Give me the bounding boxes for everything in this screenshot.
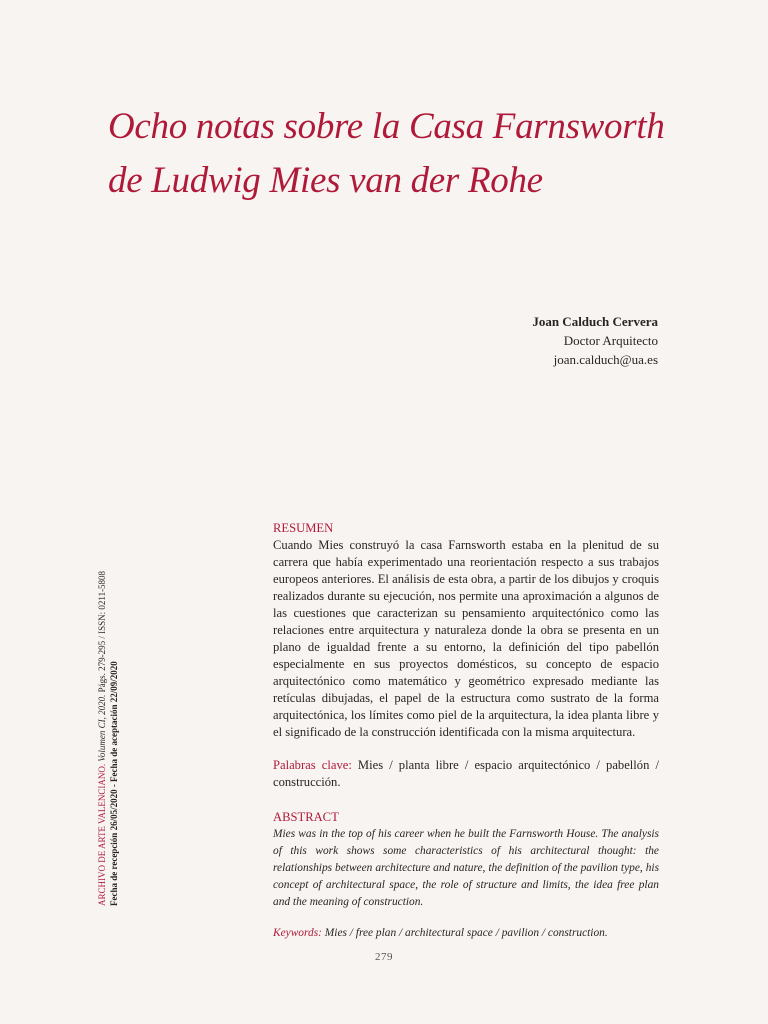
author-email: joan.calduch@ua.es (553, 352, 658, 367)
keywords-es-text: Mies / planta libre / espacio arquitectónico / pabellón / construcción. (273, 758, 659, 789)
author-block (532, 312, 658, 369)
journal-pages-issn: Págs. 279-295 / ISSN: 0211-5808 (97, 570, 107, 695)
article-title (108, 100, 728, 208)
author-role: Doctor Arquitecto (563, 333, 658, 348)
keywords-en-text: Mies / free plan / architectural space / pavilion / construction. (321, 927, 608, 939)
keywords-es-label: Palabras clave: (273, 758, 352, 772)
abstract-text: Mies was in the top of his career when he built the Farnsworth House. The analysis of this work shows some characteristics of his architectural thought: the relationships between architecture and nature, the definition of the pavilion type, his concept of architectural space, the role of structure and limits, the idea free plan and the meaning of construction. (273, 828, 659, 908)
resumen-heading: RESUMEN (273, 521, 334, 535)
article-title-line-2: de Ludwig Mies van der Rohe (108, 160, 543, 201)
reception-acceptance-dates: Fecha de recepción 26/05/2020 - Fecha de aceptación 22/09/2020 (109, 661, 119, 906)
keywords-en-label: Keywords: (273, 927, 322, 939)
abstract-heading: ABSTRACT (273, 810, 339, 824)
side-journal-line (96, 570, 108, 906)
article-title-line-1: Ocho notas sobre la Casa Farnsworth (108, 106, 665, 147)
resumen-text: Cuando Mies construyó la casa Farnsworth estaba en la plenitud de su carrera que había experimentado una reorientación respecto a sus trabajos europeos anteriores. El análisis de esta obra, a partir de los dibujos y croquis realizados durante su ejecución, nos permite una aproximación a algunos de las cuestiones que caracterizan su pensamiento arquitectónico como las relaciones entre arquitectura y naturaleza donde la obra se presenta en un plano de igualdad frente a su entorno, la definición del tipo pabellón especialmente en sus proyectos domésticos, su concepto de espacio arquitectónico como matemático y geométrico expresado mediante las retículas dibujadas, el papel de la estructura como sustrato de la forma arquitectónica, los límites como piel de la arquitectura, la idea planta libre y el significado de la construcción identificada con la misma arquitectura. (273, 538, 659, 739)
keywords-es (273, 757, 659, 791)
side-publication-info (96, 570, 120, 906)
abstract-section (273, 520, 659, 942)
journal-name: ARCHIVO DE ARTE VALENCIANO. (97, 763, 107, 906)
page-number: 279 (375, 951, 393, 963)
author-name: Joan Calduch Cervera (532, 314, 658, 329)
journal-volume: Volumen CI, 2020. (97, 694, 107, 762)
keywords-en (273, 925, 659, 942)
